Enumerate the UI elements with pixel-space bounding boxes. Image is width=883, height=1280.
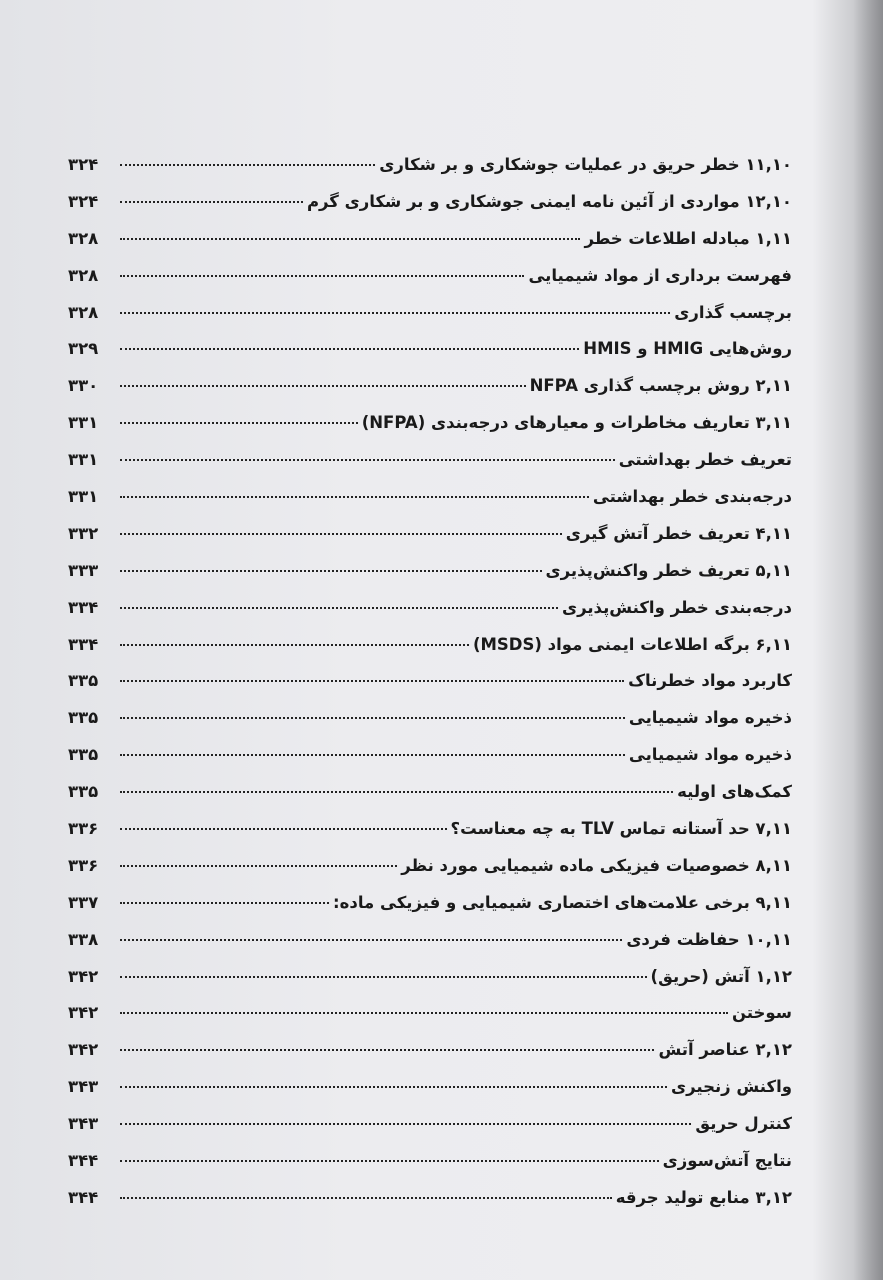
toc-entry-page: ۳۲۹ xyxy=(68,339,99,359)
toc-entry xyxy=(68,413,792,450)
toc-entry xyxy=(68,856,792,893)
toc-entry-page: ۳۳۲ xyxy=(68,523,99,543)
toc-entry-page: ۳۳۵ xyxy=(68,708,99,728)
toc-entry-title: ۲,۱۲ عناصر آتش xyxy=(658,1040,792,1060)
toc-entry-title: کمک‌های اولیه xyxy=(677,782,792,802)
dot-leader xyxy=(120,791,673,793)
dot-leader xyxy=(120,865,397,867)
dot-leader xyxy=(120,385,526,387)
dot-leader xyxy=(120,533,562,535)
toc-entry-title: ۱,۱۲ آتش (حریق) xyxy=(650,966,792,986)
toc-entry xyxy=(68,967,792,1004)
toc-entry xyxy=(68,1114,792,1151)
toc-entry-page: ۳۳۱ xyxy=(68,450,99,470)
toc-entry-page: ۳۳۵ xyxy=(68,745,99,765)
dot-leader xyxy=(120,164,375,166)
toc-entry-title: ۷,۱۱ حد آستانه تماس TLV به چه معناست؟ xyxy=(450,819,792,839)
toc-entry-title: ۴,۱۱ تعریف خطر آتش گیری xyxy=(565,523,792,543)
toc-entry xyxy=(68,1151,792,1188)
toc-entry xyxy=(68,155,792,192)
book-page-edge xyxy=(853,0,883,1280)
toc-entry-title: ذخیره مواد شیمیایی xyxy=(628,745,792,765)
toc-entry-title: فهرست برداری از مواد شیمیایی xyxy=(528,265,792,285)
toc-entry xyxy=(68,266,792,303)
toc-entry xyxy=(68,487,792,524)
toc-entry-page: ۳۲۴ xyxy=(68,155,99,174)
toc-entry-page: ۳۴۴ xyxy=(68,1151,99,1171)
toc-entry xyxy=(68,819,792,856)
dot-leader xyxy=(120,902,329,904)
toc-entry-title: تعریف خطر بهداشتی xyxy=(618,450,792,470)
toc-entry xyxy=(68,376,792,413)
toc-entry-title: ذخیره مواد شیمیایی xyxy=(628,708,792,728)
toc-entry xyxy=(68,708,792,745)
toc-entry-page: ۳۴۲ xyxy=(68,966,99,986)
toc-entry-page: ۳۴۲ xyxy=(68,1003,99,1023)
toc-entry xyxy=(68,598,792,635)
toc-entry-title: کنترل حریق xyxy=(695,1114,792,1134)
dot-leader xyxy=(120,275,524,277)
toc-entry-title: نتایج آتش‌سوزی xyxy=(662,1151,792,1171)
toc-entry-page: ۳۴۳ xyxy=(68,1114,99,1134)
toc-entry xyxy=(68,1003,792,1040)
toc-entry xyxy=(68,1188,792,1225)
toc-entry-title: ۱,۱۱ مبادله اطلاعات خطر xyxy=(584,228,792,248)
toc-entry-page: ۳۴۳ xyxy=(68,1077,99,1097)
dot-leader xyxy=(120,459,615,461)
toc-entry xyxy=(68,1077,792,1114)
toc-entry-page: ۳۳۴ xyxy=(68,634,99,654)
dot-leader xyxy=(120,976,647,978)
dot-leader xyxy=(120,312,670,314)
dot-leader xyxy=(120,238,580,240)
toc-entry-title: ۳,۱۲ منابع تولید جرقه xyxy=(615,1187,792,1207)
dot-leader xyxy=(120,570,542,572)
dot-leader xyxy=(120,644,469,646)
toc-entry xyxy=(68,745,792,782)
dot-leader xyxy=(120,828,447,830)
table-of-contents xyxy=(68,155,792,1225)
toc-entry-title: برچسب گذاری xyxy=(674,302,792,322)
toc-entry-page: ۳۲۴ xyxy=(68,191,99,211)
dot-leader xyxy=(120,348,579,350)
dot-leader xyxy=(120,939,622,941)
toc-entry-page: ۳۳۵ xyxy=(68,671,99,691)
toc-entry-title: سوختن xyxy=(731,1003,792,1023)
toc-entry-title: ۱۱,۱۰ خطر حریق در عملیات جوشکاری و بر شکاری xyxy=(379,155,792,174)
toc-entry-page: ۳۳۸ xyxy=(68,929,99,949)
toc-entry-title: ۵,۱۱ تعریف خطر واکنش‌پذیری xyxy=(545,560,792,580)
dot-leader xyxy=(120,1012,728,1014)
toc-entry-page: ۳۳۰ xyxy=(68,376,99,396)
toc-entry-title: ۱۲,۱۰ مواردی از آئین نامه ایمنی جوشکاری و بر شکاری گرم xyxy=(306,191,792,211)
toc-entry-page: ۳۳۶ xyxy=(68,819,99,839)
dot-leader xyxy=(120,1197,612,1199)
toc-entry-title: ۳,۱۱ تعاریف مخاطرات و معیارهای درجه‌بندی (NFPA) xyxy=(361,413,792,433)
toc-entry-title: درجه‌بندی خطر بهداشتی xyxy=(592,487,792,507)
toc-entry xyxy=(68,782,792,819)
toc-entry xyxy=(68,671,792,708)
toc-entry-title: واکنش زنجیری xyxy=(670,1077,792,1097)
dot-leader xyxy=(120,1049,654,1051)
toc-entry-page: ۳۴۴ xyxy=(68,1187,99,1207)
toc-entry-title: کاربرد مواد خطرناک xyxy=(628,671,792,691)
toc-entry-page: ۳۲۸ xyxy=(68,228,99,248)
dot-leader xyxy=(120,1123,691,1125)
toc-entry-page: ۳۳۴ xyxy=(68,597,99,617)
dot-leader xyxy=(120,1160,659,1162)
toc-entry xyxy=(68,635,792,672)
dot-leader xyxy=(120,1086,667,1088)
toc-entry-page: ۳۳۵ xyxy=(68,782,99,802)
toc-entry-title: ۱۰,۱۱ حفاظت فردی xyxy=(626,929,792,949)
dot-leader xyxy=(120,496,589,498)
toc-entry xyxy=(68,561,792,598)
toc-entry xyxy=(68,930,792,967)
toc-entry xyxy=(68,229,792,266)
toc-entry-title: ۲,۱۱ روش برچسب گذاری NFPA xyxy=(529,376,792,396)
dot-leader xyxy=(120,607,558,609)
dot-leader xyxy=(120,717,625,719)
toc-entry-title: درجه‌بندی خطر واکنش‌پذیری xyxy=(561,597,792,617)
toc-entry-title: ۹,۱۱ برخی علامت‌های اختصاری شیمیایی و فیزیکی ماده: xyxy=(333,892,792,912)
toc-entry-title: روش‌هایی HMIG و HMIS xyxy=(583,339,792,359)
toc-entry xyxy=(68,1040,792,1077)
dot-leader xyxy=(120,680,624,682)
toc-entry-title: ۸,۱۱ خصوصیات فیزیکی ماده شیمیایی مورد نظر xyxy=(401,855,792,875)
dot-leader xyxy=(120,201,303,203)
toc-entry xyxy=(68,893,792,930)
toc-entry-page: ۳۳۳ xyxy=(68,560,99,580)
toc-entry xyxy=(68,303,792,340)
dot-leader xyxy=(120,422,358,424)
dot-leader xyxy=(120,754,625,756)
toc-entry-page: ۳۳۱ xyxy=(68,487,99,507)
toc-entry xyxy=(68,339,792,376)
toc-entry-page: ۳۳۱ xyxy=(68,413,99,433)
toc-entry xyxy=(68,450,792,487)
toc-entry-title: ۶,۱۱ برگه اطلاعات ایمنی مواد (MSDS) xyxy=(472,634,792,654)
toc-entry-page: ۳۳۷ xyxy=(68,892,99,912)
toc-entry-page: ۳۲۸ xyxy=(68,302,99,322)
toc-entry xyxy=(68,192,792,229)
toc-entry-page: ۳۴۲ xyxy=(68,1040,99,1060)
toc-entry-page: ۳۲۸ xyxy=(68,265,99,285)
toc-entry xyxy=(68,524,792,561)
toc-entry-page: ۳۳۶ xyxy=(68,855,99,875)
